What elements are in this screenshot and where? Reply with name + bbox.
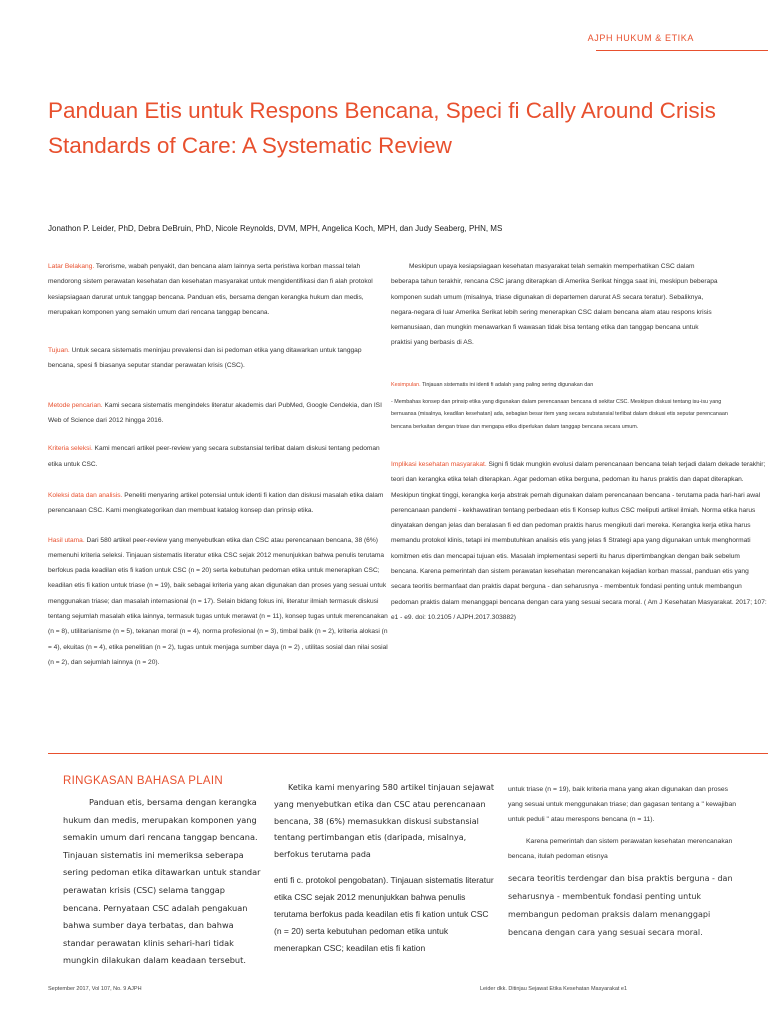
abstract-label: Metode pencarian. (48, 401, 103, 409)
article-title (48, 93, 748, 163)
abstract-label: Implikasi kesehatan masyarakat. (391, 461, 487, 468)
title-line-1: Panduan Etis untuk Respons Bencana, Speci fi Cally Around Crisis (48, 98, 716, 123)
abstract-label: Tujuan. (48, 347, 70, 355)
abstract-label: Koleksi data dan analisis. (48, 491, 123, 499)
abstract-label: Kriteria seleksi. (48, 445, 93, 453)
plain-language-heading: RINGKASAN BAHASA PLAIN (63, 775, 223, 787)
abstract-text: Untuk secara sistematis meninjau prevalensi dan isi pedoman etika yang ditawarkan untuk tanggap bencana, spesi fi biasanya seputar standar perawatan krisis (CSC). (48, 347, 362, 370)
abstract-text: Kami secara sistematis mengindeks literatur akademis dari PubMed, Google Cendekia, dan ISI Web of Science dari 2012 hingga 2016. (48, 401, 382, 425)
abstract-conclusion (391, 379, 739, 433)
abstract-intro: Meskipun upaya kesiapsiagaan kesehatan masyarakat telah semakin memperhatikan CSC dalam beberapa tahun terakhir, rencana CSC jarang diterapkan di Amerika Serikat hingga saat ini, meskipun beberapa komponen sudah umum (misalnya, triase digunakan di departemen darurat AS secara teratur). Sebaliknya, negara-negara di luar Amerika Serikat lebih sering menerapkan CSC dalam bencana alam atau respons krisis kemanusiaan, dan mungkin menawarkan fi wawasan tidak bisa tentang etika dan tanggap bencana untuk praktisi yang berbasis di AS. (391, 263, 718, 347)
footer-journal-info: September 2017, Vol 107, No. 9 AJPH (48, 986, 142, 992)
abstract-label: Hasil utama. (48, 536, 85, 544)
abstract-background (48, 259, 388, 320)
abstract-data-collection (48, 488, 388, 519)
plain-language-col-1 (63, 794, 263, 970)
abstract-text: Dari 580 artikel peer-review yang menyebutkan etika dan CSC atau perencanaan bencana, 38 (6%) memenuhi kriteria seleksi. Tinjauan sistematis literatur etika CSC sejak 2012 menunjukkan bahwa penulis terutama berfokus pada keadilan etis fi kation untuk CSC (n = 20) serta kebutuhan pedoman etika untuk menerapkan CSC; keadilan etis fi kation untuk triase (n = 19), baik sebagai kriteria yang akan digunakan dan proses yang sesuai untuk menggunakan triase; dan masalah internasional (n = 17). Selain bidang fokus ini, literatur ilmiah termasuk diskusi tentang sejumlah masalah etika lainnya, termasuk tugas untuk merawat (n = 11), konsep tugas untuk merencanakan (n = 8), utilitarianisme (n = 5), tekanan moral (n = 4), norma profesional (n = 3), timbal balik (n = 2), kriteria alokasi (n = 4), ekuitas (n = 4), etika penelitian (n = 2), tugas untuk menjaga sumber daya (n = 2) , utilitas sosial dan nilai sosial (n = 2), dan sejumlah lainnya (n = 20). (48, 536, 388, 666)
plain-language-text: Karena pemerintah dan sistem perawatan kesehatan merencanakan bencana, itulah pedoman etisnya (508, 837, 733, 860)
abstract-text: - Membahas konsep dan prinsip etika yang digunakan dalam perencanaan bencana di sekitar CSC. Meskipun diskusi tentang isu-isu yang bernuansa (misalnya, keadilan kesehatan) ada, sebagian besar item yang secara substansial terlibat dalam diskusi etis seputar perencanaan bencana berkaitan dengan triase dan mengapa etika diperlukan dalam tanggap bencana secara umum. (391, 399, 728, 430)
section-divider (48, 753, 768, 754)
author-list: Jonathon P. Leider, PhD, Debra DeBruin, PhD, Nicole Reynolds, DVM, MPH, Angelica Koch, MPH, dan Judy Seaberg, PHN, MS (48, 224, 503, 233)
abstract-objective (48, 343, 388, 374)
abstract-text: Terorisme, wabah penyakit, dan bencana alam lainnya serta peristiwa korban massal telah mendorong sistem perawatan kesehatan dan kesehatan masyarakat untuk mengidentifikasi dan fi alah protokol kesiapsiagaan darurat untuk tanggap bencana. Panduan etis, bersama dengan kerangka hukum dan medis, merupakan komponen yang semakin umum dari rencana tanggap bencana. (48, 263, 373, 316)
footer-page-info: Leider dkk. Ditinjau Sejawat Etika Kesehatan Masyarakat e1 (480, 986, 628, 992)
plain-language-text: Panduan etis, bersama dengan kerangka hukum dan medis, merupakan komponen yang semakin umum dari rencana tanggap bencana. Tinjauan sistematis ini memeriksa seberapa sering pedoman etika ditawarkan untuk standar perawatan krisis (CSC) selama tanggap bencana. Pernyataan CSC adalah pengakuan bahwa sumber daya terbatas, dan bahwa standar perawatan klinis sehari-hari tidak mungkin dilakukan dalam keadaan tersebut. (63, 797, 261, 966)
abstract-text: Peneliti menyaring artikel potensial untuk identi fi kation dan diskusi masalah etika dalam perencanaan CSC. Kami mengkategorikan dan membuat katalog konsep dan prinsip etika. (48, 491, 384, 515)
plain-language-text: untuk triase (n = 19), baik kriteria mana yang akan digunakan dan proses yang sesuai untuk menggunakan triase; dan gagasan tentang a " kewajiban untuk peduli " atau merespons bencana (n = 11). (508, 785, 737, 823)
header-rule (596, 50, 768, 51)
abstract-selection-criteria (48, 441, 388, 472)
plain-language-col-3 (508, 775, 736, 950)
abstract-left-column (48, 259, 388, 670)
abstract-implication (391, 457, 768, 625)
abstract-label: Latar Belakang. (48, 263, 95, 270)
abstract-label: Kesimpulan. (391, 382, 421, 388)
plain-language-text: Ketika kami menyaring 580 artikel tinjauan sejawat yang menyebutkan etika dan CSC atau perencanaan bencana, 38 (6%) memasukkan diskusi substansial tentang pertimbangan etis (daripada, misalnya, berfokus terutama pada (274, 783, 494, 860)
abstract-text: Kami mencari artikel peer-review yang secara substansial terlibat dalam diskusi tentang pedoman etika untuk CSC. (48, 445, 380, 468)
title-line-2: Standards of Care: A Systematic Review (48, 133, 452, 158)
abstract-text: Signi fi tidak mungkin evolusi dalam perencanaan bencana telah terjadi dalam dekade terakhir; teori dan kerangka etika telah diterapkan. Agar pedoman etika berguna, pedoman itu harus praktis dan dapat diterapkan. Meskipun tingkat tinggi, kerangka kerja abstrak pernah digunakan dalam perencanaan bencana - terutama pada hari-hari awal perencanaan pandemi - kekhawatiran tentang perbedaan etis fi Konsep kultus CSC meliputi artikel ilmiah. Norma etika harus dinyatakan dengan jelas dan beralasan fi ed dan pedoman praktis harus mengikuti dari mereka. Kerangka kerja etika harus memandu protokol klinis, tetapi ini membutuhkan analisis etis yang jelas fi Strategi apa yang digunakan untuk menghormati komitmen etis dan mencapai tujuan etis. Masalah implementasi seperti itu harus dipertimbangkan dengan baik sebelum bencana. Karena pemerintah dan sistem perawatan kesehatan merencanakan kejadian korban massal, panduan etis yang secara teoritis bermanfaat dan praktis dapat berguna - dan seharusnya - membentuk fondasi penting untuk membangun pedoman praktis dalam menanggapi bencana dengan cara yang sesuai secara moral. ( Am J Kesehatan Masyarakat. 2017; 107: e1 - e9. doi: 10.2105 / AJPH.2017.303882) (391, 461, 767, 621)
abstract-right-column (391, 259, 721, 351)
section-tag: AJPH HUKUM & ETIKA (587, 33, 694, 43)
abstract-main-results (48, 533, 388, 671)
abstract-search-methods (48, 398, 388, 429)
plain-language-text: secara teoritis terdengar dan bisa praktis berguna - dan seharusnya - membentuk fondasi penting untuk membangun pedoman praksis dalam menanggapi bencana dengan cara yang sesuai secara moral. (508, 874, 733, 938)
plain-language-col-2 (274, 772, 496, 965)
plain-language-text: enti fi c. protokol pengobatan). Tinjauan sistematis literatur etika CSC sejak 2012 menunjukkan bahwa penulis terutama berfokus pada keadilan etis fi kation untuk CSC (n = 20) serta kebutuhan pedoman etika untuk menerapkan CSC; keadilan etis fi kation (274, 875, 494, 953)
abstract-text: Tinjauan sistematis ini identi fi adalah yang paling sering digunakan dan (420, 382, 594, 388)
